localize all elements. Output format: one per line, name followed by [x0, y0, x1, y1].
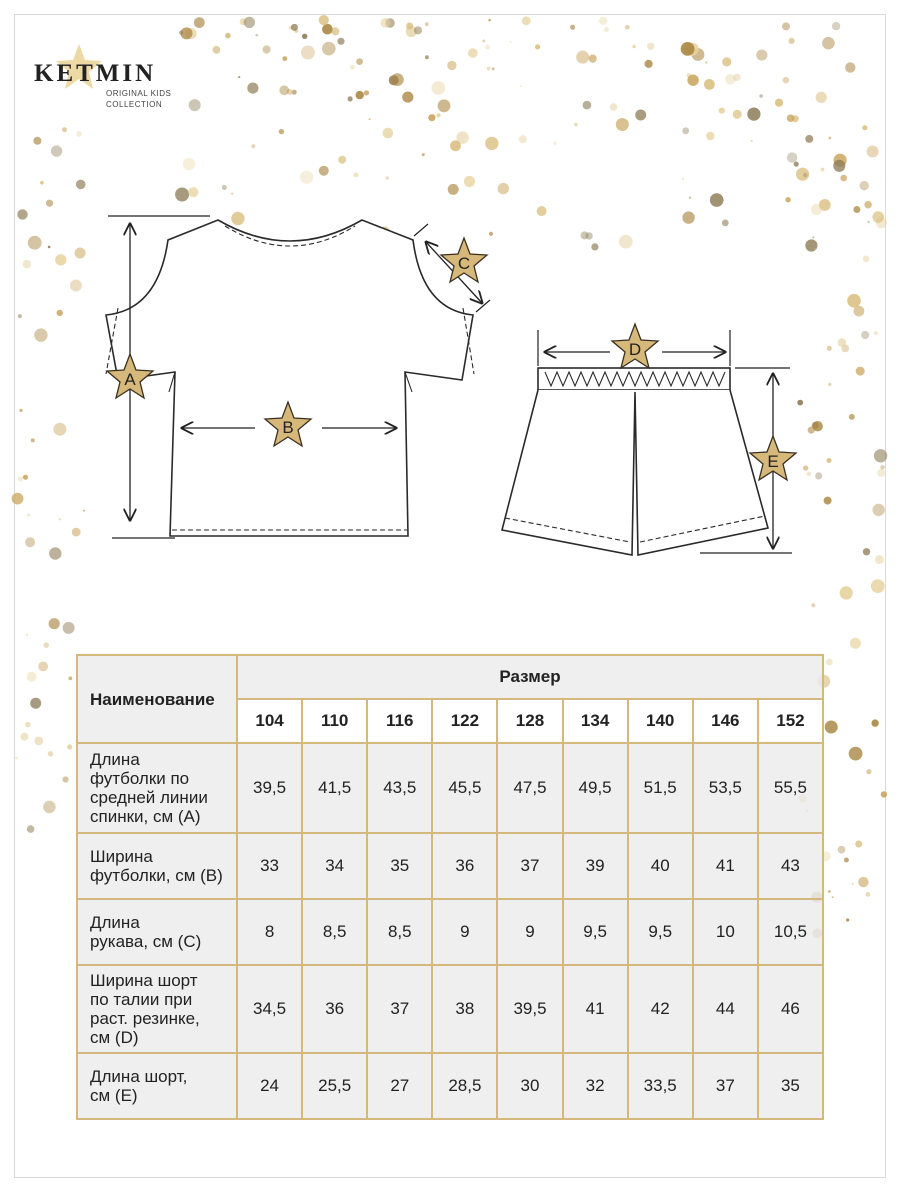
confetti-dot	[15, 757, 18, 760]
value-cell: 35	[367, 833, 432, 899]
confetti-dot	[30, 698, 41, 709]
value-cell: 41	[693, 833, 758, 899]
tshirt-drawing	[106, 220, 474, 536]
value-cell: 39,5	[237, 743, 302, 833]
label-star-d	[612, 324, 658, 368]
shorts-drawing	[502, 368, 768, 555]
table-row	[77, 833, 823, 899]
value-cell: 30	[497, 1053, 562, 1119]
confetti-dot	[850, 638, 861, 649]
confetti-dot	[828, 890, 831, 893]
size-cell: 128	[497, 699, 562, 743]
value-cell: 41	[563, 965, 628, 1053]
confetti-dot	[63, 622, 75, 634]
value-cell: 46	[758, 965, 823, 1053]
header-size-cell: Размер	[237, 655, 823, 699]
confetti-dot	[852, 883, 854, 885]
confetti-dot	[832, 896, 834, 898]
row-name-line: рукава, см (C)	[90, 932, 202, 951]
value-cell: 41,5	[302, 743, 367, 833]
confetti-dot	[838, 846, 846, 854]
value-cell: 39	[563, 833, 628, 899]
size-table	[76, 654, 824, 1120]
confetti-dot	[846, 918, 849, 921]
confetti-dot	[67, 744, 72, 749]
confetti-dot	[844, 858, 849, 863]
value-cell: 28,5	[432, 1053, 497, 1119]
value-cell: 9	[497, 899, 562, 965]
confetti-dot	[855, 841, 862, 848]
size-cell: 116	[367, 699, 432, 743]
size-cell: 134	[563, 699, 628, 743]
label-b: B	[282, 418, 294, 437]
value-cell: 10	[693, 899, 758, 965]
label-a: A	[124, 370, 136, 389]
value-cell: 34,5	[237, 965, 302, 1053]
confetti-dot	[858, 877, 868, 887]
brand-subtitle-line2: COLLECTION	[106, 100, 163, 109]
confetti-dot	[48, 751, 54, 757]
value-cell: 36	[432, 833, 497, 899]
confetti-dot	[811, 603, 815, 607]
confetti-dot	[866, 892, 871, 897]
value-cell: 9,5	[628, 899, 693, 965]
size-cell: 152	[758, 699, 823, 743]
table-row	[77, 1053, 823, 1119]
row-name-line: средней линии	[90, 788, 208, 807]
value-cell: 35	[758, 1053, 823, 1119]
confetti-dot	[69, 677, 73, 681]
size-cell: 122	[432, 699, 497, 743]
label-c: C	[457, 254, 471, 273]
label-star-c	[441, 238, 487, 282]
value-cell: 38	[432, 965, 497, 1053]
confetti-dot	[826, 659, 833, 666]
confetti-dot	[26, 634, 28, 636]
brand-name: KETMIN	[34, 60, 157, 87]
value-cell: 8	[237, 899, 302, 965]
row-name-line: Длина	[90, 913, 140, 932]
row-name-line: см (E)	[90, 1086, 138, 1105]
confetti-dot	[849, 747, 863, 761]
value-cell: 36	[302, 965, 367, 1053]
row-name-line: по талии при	[90, 990, 193, 1009]
value-cell: 49,5	[563, 743, 628, 833]
value-cell: 37	[693, 1053, 758, 1119]
table-row	[77, 965, 823, 1053]
value-cell: 32	[563, 1053, 628, 1119]
confetti-dot	[881, 791, 887, 797]
size-cell: 104	[237, 699, 302, 743]
value-cell: 43,5	[367, 743, 432, 833]
confetti-dot	[34, 737, 43, 746]
header-name-cell: Наименование	[77, 655, 237, 743]
value-cell: 51,5	[628, 743, 693, 833]
value-cell: 42	[628, 965, 693, 1053]
confetti-dot	[43, 801, 56, 814]
size-cell: 146	[693, 699, 758, 743]
size-cell: 140	[628, 699, 693, 743]
label-e: E	[767, 452, 779, 471]
row-name-line: футболки, см (B)	[90, 866, 223, 885]
value-cell: 40	[628, 833, 693, 899]
table-row	[77, 899, 823, 965]
value-cell: 43	[758, 833, 823, 899]
value-cell: 8,5	[367, 899, 432, 965]
value-cell: 53,5	[693, 743, 758, 833]
value-cell: 34	[302, 833, 367, 899]
value-cell: 47,5	[497, 743, 562, 833]
row-name-line: раст. резинке,	[90, 1009, 200, 1028]
brand-subtitle-line1: ORIGINAL KIDS	[106, 89, 172, 98]
value-cell: 37	[497, 833, 562, 899]
size-cell: 110	[302, 699, 367, 743]
label-d: D	[628, 340, 642, 359]
value-cell: 25,5	[302, 1053, 367, 1119]
row-name-cell	[77, 1053, 237, 1119]
confetti-dot	[38, 662, 48, 672]
row-name-cell	[77, 743, 237, 833]
value-cell: 10,5	[758, 899, 823, 965]
value-cell: 39,5	[497, 965, 562, 1053]
row-name-line: Длина	[90, 750, 140, 769]
value-cell: 44	[693, 965, 758, 1053]
row-name-cell	[77, 899, 237, 965]
confetti-dot	[27, 672, 37, 682]
value-cell: 45,5	[432, 743, 497, 833]
confetti-dot	[825, 721, 838, 734]
value-cell: 33	[237, 833, 302, 899]
value-cell: 55,5	[758, 743, 823, 833]
row-name-line: футболки по	[90, 769, 190, 788]
row-name-line: Ширина	[90, 847, 153, 866]
value-cell: 9,5	[563, 899, 628, 965]
confetti-dot	[20, 733, 28, 741]
row-name-line: см (D)	[90, 1028, 139, 1047]
row-name-line: Длина шорт,	[90, 1067, 188, 1086]
confetti-dot	[871, 719, 878, 726]
confetti-dot	[27, 825, 35, 833]
confetti-dot	[866, 769, 871, 774]
row-name-line: Ширина шорт	[90, 971, 198, 990]
table-header-row	[77, 655, 823, 699]
value-cell: 37	[367, 965, 432, 1053]
row-name-line: спинки, см (А)	[90, 807, 201, 826]
value-cell: 8,5	[302, 899, 367, 965]
confetti-dot	[25, 722, 31, 728]
value-cell: 9	[432, 899, 497, 965]
table-row	[77, 743, 823, 833]
value-cell: 33,5	[628, 1053, 693, 1119]
value-cell: 24	[237, 1053, 302, 1119]
confetti-dot	[49, 618, 60, 629]
row-name-cell	[77, 833, 237, 899]
row-name-cell	[77, 965, 237, 1053]
confetti-dot	[63, 776, 69, 782]
value-cell: 27	[367, 1053, 432, 1119]
confetti-dot	[44, 642, 50, 648]
